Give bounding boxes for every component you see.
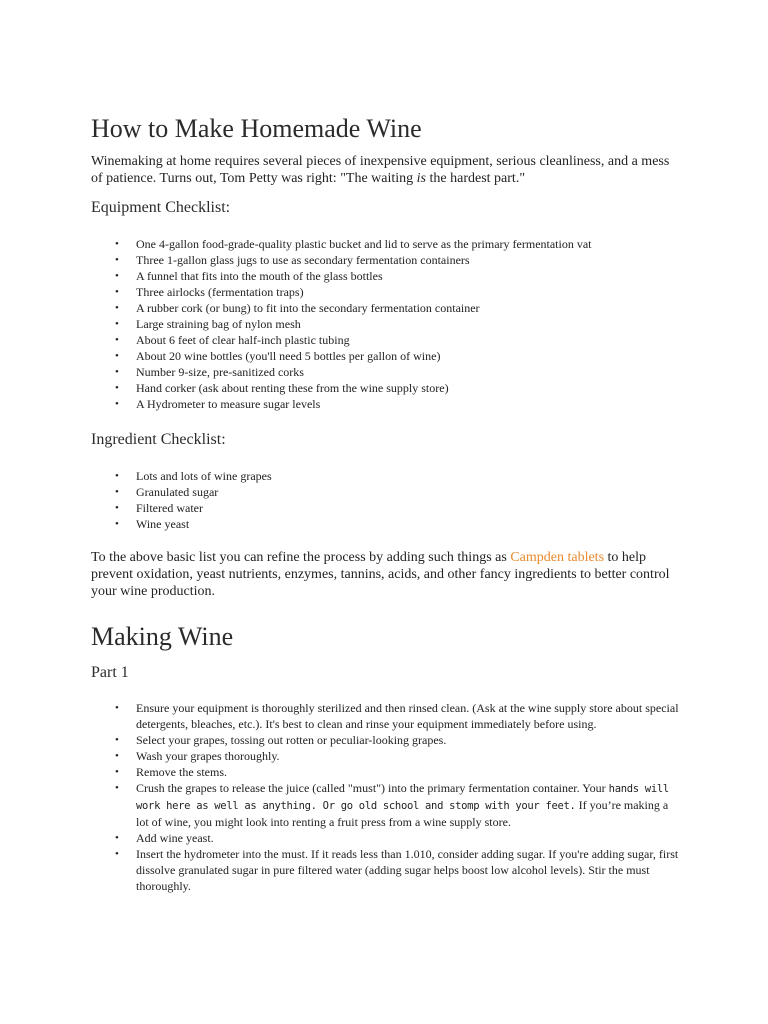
- bullet-icon: •: [115, 302, 119, 314]
- list-item: • Three 1-gallon glass jugs to use as secondary fermentation containers: [115, 253, 470, 267]
- intro-text-end: the hardest part.": [426, 171, 526, 186]
- equipment-heading: Equipment Checklist:: [91, 199, 231, 216]
- list-item: • Filtered water: [115, 501, 203, 515]
- bullet-icon: •: [115, 782, 119, 794]
- list-item: • A funnel that fits into the mouth of the glass bottles: [115, 269, 383, 283]
- list-item: • Wash your grapes thoroughly.: [115, 749, 280, 763]
- list-item: • Ensure your equipment is thoroughly sterilized and then rinsed clean. (Ask at the wine supply store about special detergents, bleaches, etc.). It's best to clean and rinse your equipment immediately before using.: [115, 701, 679, 731]
- bullet-icon: •: [115, 750, 119, 762]
- list-item: • Large straining bag of nylon mesh: [115, 317, 301, 331]
- bullet-icon: •: [115, 702, 119, 714]
- ingredient-list: [113, 468, 683, 532]
- bullet-icon: •: [115, 286, 119, 298]
- campden-tablets-link[interactable]: Campden tablets: [510, 550, 605, 565]
- list-item: • About 6 feet of clear half-inch plastic tubing: [115, 333, 350, 347]
- bullet-icon: •: [115, 366, 119, 378]
- bullet-icon: •: [115, 832, 119, 844]
- list-item: • A Hydrometer to measure sugar levels: [115, 397, 321, 411]
- bullet-icon: •: [115, 766, 119, 778]
- ingredient-heading: Ingredient Checklist:: [91, 431, 226, 448]
- bullet-icon: •: [115, 486, 119, 498]
- list-item: • Remove the stems.: [115, 765, 227, 779]
- bullet-icon: •: [115, 254, 119, 266]
- making-wine-heading: Making Wine: [91, 622, 234, 651]
- bullet-icon: •: [115, 238, 119, 250]
- handwritten-text: hands will work here as well as anything. Or go old school and stomp with your feet.: [136, 783, 669, 812]
- list-item: • Three airlocks (fermentation traps): [115, 285, 304, 299]
- list-item: • Insert the hydrometer into the must. If it reads less than 1.010, consider adding sugar. If you're adding sugar, first dissolve granulated sugar in pure filtered water (adding sugar helps boost low alcohol levels). Stir the must thoroughly.: [115, 847, 679, 893]
- list-item: • About 20 wine bottles (you'll need 5 bottles per gallon of wine): [115, 349, 441, 363]
- equipment-list: [113, 236, 683, 412]
- bullet-icon: •: [115, 382, 119, 394]
- additives-paragraph: [91, 549, 676, 600]
- page-title: How to Make Homemade Wine: [91, 114, 422, 143]
- additives-text-end: to help prevent oxidation, yeast nutrients, enzymes, tannins, acids, and other fancy ingredients to better control your wine production.: [91, 550, 670, 599]
- bullet-icon: •: [115, 318, 119, 330]
- list-item: • Wine yeast: [115, 517, 190, 531]
- intro-text-start: Winemaking at home requires several pieces of inexpensive equipment, serious cleanliness, and a mess of patience. Turns out, Tom Petty was right: "The waiting: [91, 154, 670, 186]
- bullet-icon: •: [115, 848, 119, 860]
- part-1-steps-list: [113, 700, 683, 894]
- list-item: • Granulated sugar: [115, 485, 219, 499]
- bullet-icon: •: [115, 518, 119, 530]
- bullet-icon: •: [115, 350, 119, 362]
- list-item: • Hand corker (ask about renting these from the wine supply store): [115, 381, 449, 395]
- bullet-icon: •: [115, 398, 119, 410]
- list-item: • A rubber cork (or bung) to fit into the secondary fermentation container: [115, 301, 480, 315]
- bullet-icon: •: [115, 502, 119, 514]
- bullet-icon: •: [115, 334, 119, 346]
- additives-text-start: To the above basic list you can refine the process by adding such things as: [91, 550, 511, 565]
- list-item: • Add wine yeast.: [115, 831, 214, 845]
- list-item: • Select your grapes, tossing out rotten or peculiar-looking grapes.: [115, 733, 447, 747]
- bullet-icon: •: [115, 270, 119, 282]
- list-item: • Number 9-size, pre-sanitized corks: [115, 365, 304, 379]
- bullet-icon: •: [115, 734, 119, 746]
- list-item: • One 4-gallon food-grade-quality plastic bucket and lid to serve as the primary fermentation vat: [115, 237, 592, 251]
- intro-emphasis: is: [416, 171, 427, 186]
- bullet-icon: •: [115, 470, 119, 482]
- intro-paragraph: [91, 153, 676, 187]
- list-item: • Crush the grapes to release the juice (called "must") into the primary fermentation container. Your hands will work here as well as anything. Or go old school and stomp with your feet. If you’re making a lot of wine, you might look into renting a fruit press from a wine supply store.: [115, 781, 669, 829]
- list-item: • Lots and lots of wine grapes: [115, 469, 272, 483]
- part-1-heading: Part 1: [91, 664, 129, 681]
